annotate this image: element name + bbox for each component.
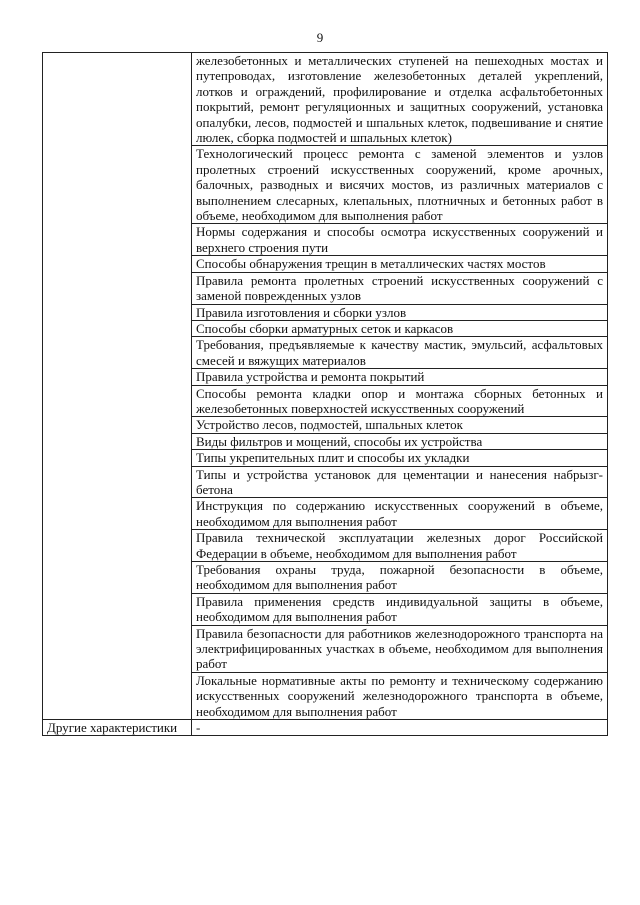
empty-label-cell bbox=[43, 450, 192, 466]
table-row bbox=[43, 337, 608, 369]
knowledge-item: Способы ремонта кладки опор и монтажа сборных бетонных и железобетонных поверхностей искусственных сооружений bbox=[192, 385, 608, 417]
table-row bbox=[43, 272, 608, 304]
empty-label-cell bbox=[43, 53, 192, 146]
empty-label-cell bbox=[43, 146, 192, 224]
knowledge-item: Правила применения средств индивидуальной защиты в объеме, необходимом для выполнения работ bbox=[192, 593, 608, 625]
table-row bbox=[43, 530, 608, 562]
page-number: 9 bbox=[316, 30, 324, 45]
knowledge-item: Способы обнаружения трещин в металлических частях мостов bbox=[192, 256, 608, 272]
empty-label-cell bbox=[43, 304, 192, 320]
empty-label-cell bbox=[43, 256, 192, 272]
table-row bbox=[43, 224, 608, 256]
knowledge-item: Нормы содержания и способы осмотра искусственных сооружений и верхнего строения пути bbox=[192, 224, 608, 256]
knowledge-item: Виды фильтров и мощений, способы их устройства bbox=[192, 433, 608, 449]
table-row bbox=[43, 369, 608, 385]
other-characteristics-value: - bbox=[192, 720, 608, 736]
table-row bbox=[43, 466, 608, 498]
knowledge-item: Инструкция по содержанию искусственных сооружений в объеме, необходимом для выполнения работ bbox=[192, 498, 608, 530]
knowledge-item: Правила ремонта пролетных строений искусственных сооружений с заменой поврежденных узлов bbox=[192, 272, 608, 304]
knowledge-item: Требования охраны труда, пожарной безопасности в объеме, необходимом для выполнения работ bbox=[192, 562, 608, 594]
table-row bbox=[43, 256, 608, 272]
table-row bbox=[43, 320, 608, 336]
empty-label-cell bbox=[43, 672, 192, 719]
table-row-other bbox=[43, 720, 608, 736]
knowledge-item: железобетонных и металлических ступеней на пешеходных мостах и путепроводах, изготовление железобетонных деталей укреплений, лотков и ограждений, профилирование и отделка асфальтобетонных покрытий, ремонт регуляционных и защитных сооружений, установка опалубки, лесов, подмостей и шпальных клеток, подвешивание и снятие люлек, сборка подмостей и шпальных клеток) bbox=[192, 53, 608, 146]
knowledge-item: Правила изготовления и сборки узлов bbox=[192, 304, 608, 320]
empty-label-cell bbox=[43, 320, 192, 336]
empty-label-cell bbox=[43, 272, 192, 304]
empty-label-cell bbox=[43, 562, 192, 594]
knowledge-item: Типы укрепительных плит и способы их укладки bbox=[192, 450, 608, 466]
table-row bbox=[43, 385, 608, 417]
table-row bbox=[43, 53, 608, 146]
knowledge-item: Локальные нормативные акты по ремонту и техническому содержанию искусственных сооружений железнодорожного транспорта в объеме, необходимом для выполнения работ bbox=[192, 672, 608, 719]
knowledge-item: Правила безопасности для работников железнодорожного транспорта на электрифицированных участках в объеме, необходимом для выполнения работ bbox=[192, 625, 608, 672]
table-row bbox=[43, 450, 608, 466]
empty-label-cell bbox=[43, 593, 192, 625]
empty-label-cell bbox=[43, 466, 192, 498]
empty-label-cell bbox=[43, 385, 192, 417]
table-row bbox=[43, 146, 608, 224]
table-row bbox=[43, 562, 608, 594]
empty-label-cell bbox=[43, 530, 192, 562]
empty-label-cell bbox=[43, 369, 192, 385]
table-row bbox=[43, 625, 608, 672]
table-row bbox=[43, 672, 608, 719]
knowledge-item: Способы сборки арматурных сеток и каркасов bbox=[192, 320, 608, 336]
knowledge-item: Требования, предъявляемые к качеству мастик, эмульсий, асфальтовых смесей и вяжущих материалов bbox=[192, 337, 608, 369]
knowledge-item: Правила устройства и ремонта покрытий bbox=[192, 369, 608, 385]
empty-label-cell bbox=[43, 433, 192, 449]
table-row bbox=[43, 417, 608, 433]
table-row bbox=[43, 498, 608, 530]
other-characteristics-label: Другие характеристики bbox=[43, 720, 192, 736]
table-row bbox=[43, 304, 608, 320]
empty-label-cell bbox=[43, 498, 192, 530]
empty-label-cell bbox=[43, 417, 192, 433]
empty-label-cell bbox=[43, 337, 192, 369]
empty-label-cell bbox=[43, 224, 192, 256]
table-row bbox=[43, 593, 608, 625]
table-row bbox=[43, 433, 608, 449]
knowledge-item: Устройство лесов, подмостей, шпальных клеток bbox=[192, 417, 608, 433]
knowledge-item: Типы и устройства установок для цементации и нанесения набрызг-бетона bbox=[192, 466, 608, 498]
empty-label-cell bbox=[43, 625, 192, 672]
requirements-table bbox=[42, 52, 608, 736]
knowledge-item: Технологический процесс ремонта с заменой элементов и узлов пролетных строений искусственных сооружений, кроме арочных, балочных, разводных и висячих мостов, из различных материалов с выполнением слесарных, клепальных, плотничных и бетонных работ в объеме, необходимом для выполнения работ bbox=[192, 146, 608, 224]
knowledge-item: Правила технической эксплуатации железных дорог Российской Федерации в объеме, необходимом для выполнения работ bbox=[192, 530, 608, 562]
